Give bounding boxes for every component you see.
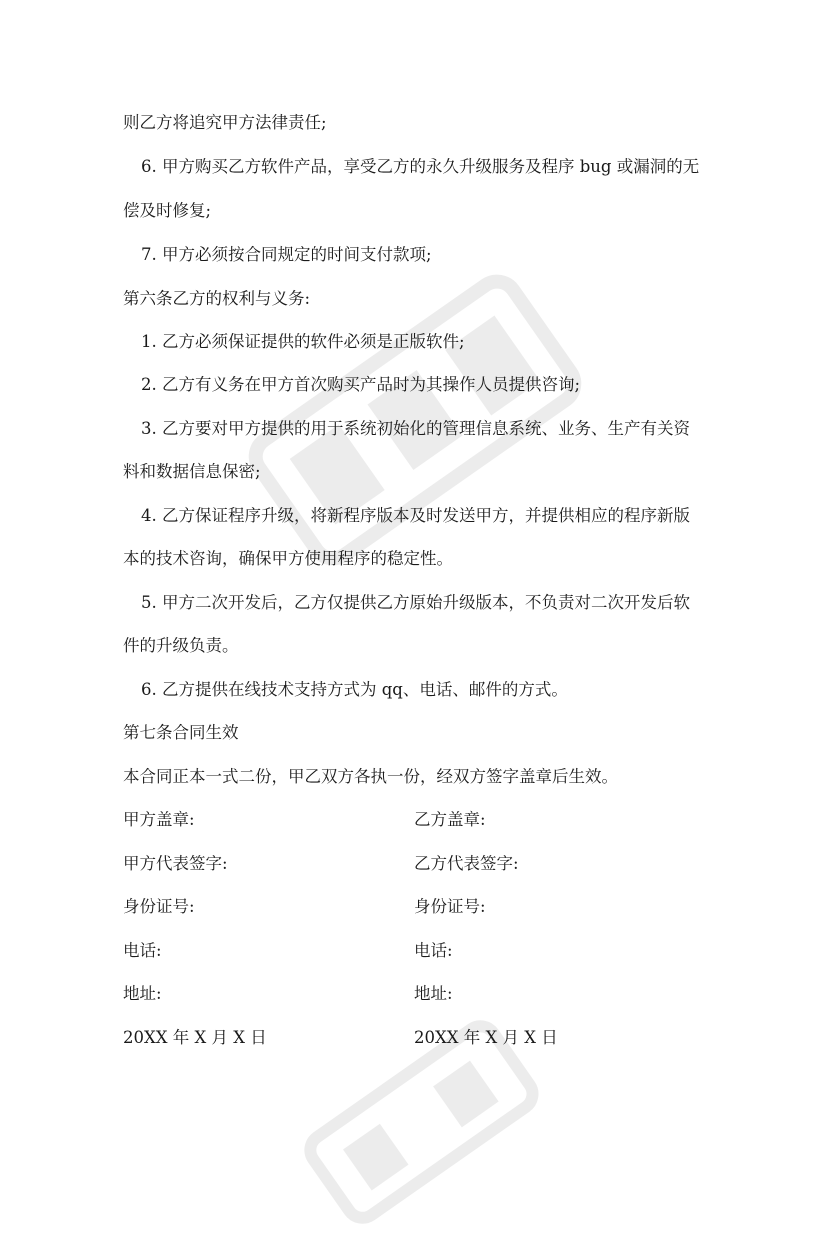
party-a-phone-label: 电话: [123, 941, 162, 960]
party-a-address-label: 地址: [123, 984, 162, 1003]
party-b-date: 20XX 年 X 月 X 日 [414, 1028, 558, 1047]
section-heading-6: 第六条乙方的权利与义务: [123, 289, 311, 308]
list-item-b5-cont: 件的升级负责。 [123, 636, 239, 655]
party-b-id-label: 身份证号: [414, 897, 486, 916]
list-item-a6-cont: 偿及时修复; [123, 201, 212, 220]
list-item-b1: 1. 乙方必须保证提供的软件必须是正版软件; [141, 332, 465, 351]
list-item-b2: 2. 乙方有义务在甲方首次购买产品时为其操作人员提供咨询; [141, 375, 581, 394]
party-a-seal-label: 甲方盖章: [123, 810, 195, 829]
list-item-a7: 7. 甲方必须按合同规定的时间支付款项; [141, 245, 432, 264]
party-a-id-label: 身份证号: [123, 897, 195, 916]
list-item-b5: 5. 甲方二次开发后，乙方仅提供乙方原始升级版本，不负责对二次开发后软 [141, 593, 690, 612]
section-heading-7: 第七条合同生效 [123, 723, 239, 742]
list-item-b4: 4. 乙方保证程序升级，将新程序版本及时发送甲方，并提供相应的程序新版 [141, 506, 690, 525]
list-item-a6: 6. 甲方购买乙方软件产品，享受乙方的永久升级服务及程序 bug 或漏洞的无 [141, 157, 700, 176]
list-item-b6: 6. 乙方提供在线技术支持方式为 qq、电话、邮件的方式。 [141, 680, 568, 699]
list-item-b3-cont: 料和数据信息保密; [123, 462, 261, 481]
list-item-b4-cont: 本的技术咨询，确保甲方使用程序的稳定性。 [123, 549, 453, 568]
party-a-date: 20XX 年 X 月 X 日 [123, 1028, 267, 1047]
list-item-b3: 3. 乙方要对甲方提供的用于系统初始化的管理信息系统、业务、生产有关资 [141, 419, 690, 438]
party-b-phone-label: 电话: [414, 941, 453, 960]
party-a-signature-label: 甲方代表签字: [123, 854, 228, 873]
party-b-signature-label: 乙方代表签字: [414, 854, 519, 873]
party-b-seal-label: 乙方盖章: [414, 810, 486, 829]
paragraph-text: 本合同正本一式二份，甲乙双方各执一份，经双方签字盖章后生效。 [123, 767, 618, 786]
party-b-address-label: 地址: [414, 984, 453, 1003]
paragraph-text: 则乙方将追究甲方法律责任; [123, 113, 327, 132]
